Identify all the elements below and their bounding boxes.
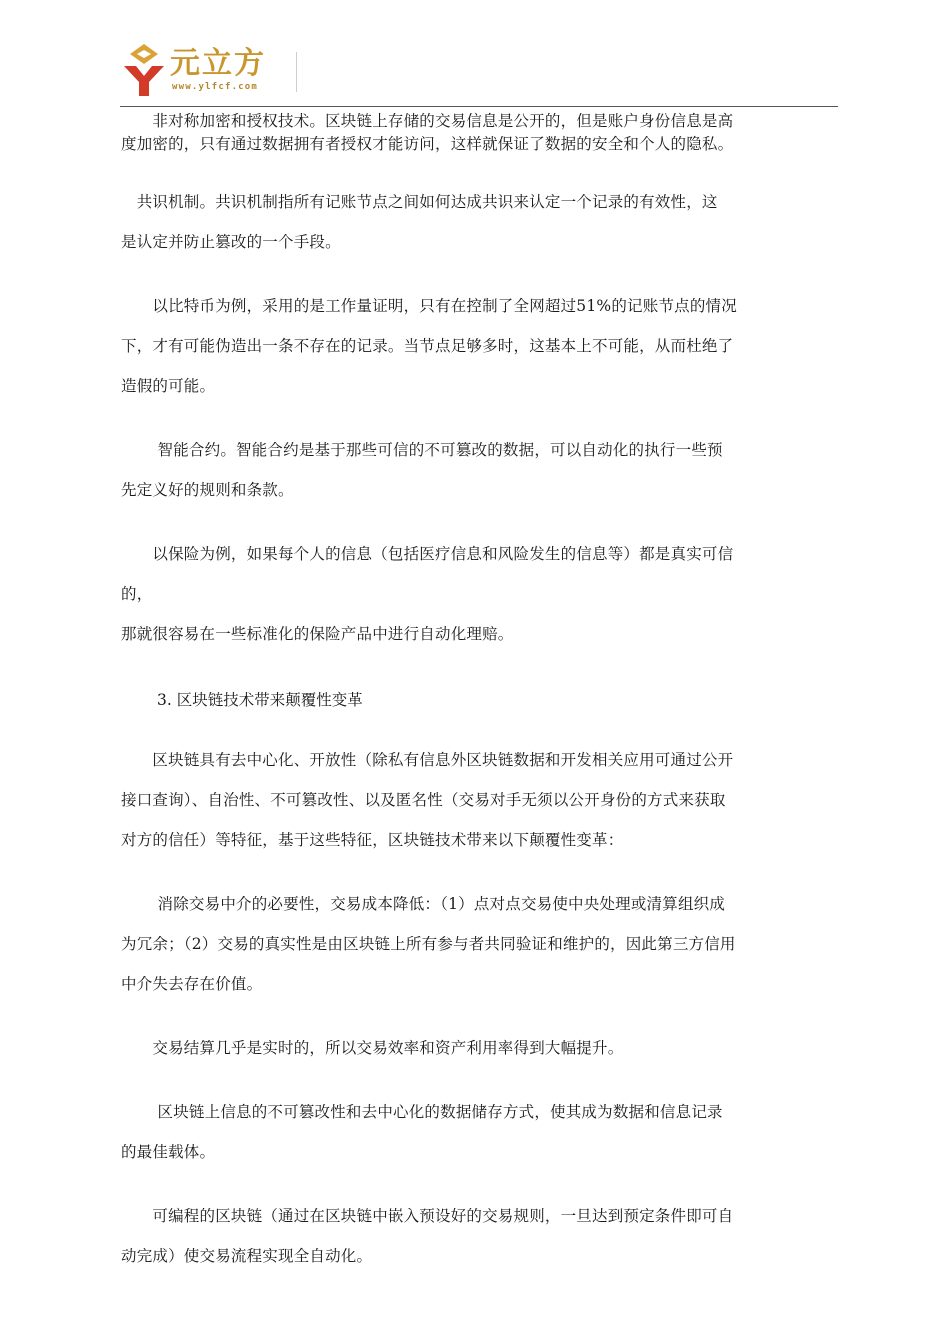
text-line: 以保险为例，如果每个人的信息（包括医疗信息和风险发生的信息等）都是真实可信 [121, 545, 734, 563]
document-body [121, 110, 837, 1276]
text-line: 接口查询）、自治性、不可篡改性、以及匿名性（交易对手无须以公开身份的方式来获取 [121, 791, 726, 809]
text-line: 先定义好的规则和条款。 [121, 481, 294, 499]
text-line: 消除交易中介的必要性，交易成本降低：（1）点对点交易使中央处理或清算组织成 [121, 895, 726, 913]
paragraph-blockchain-features [121, 740, 837, 860]
paragraph-insurance-example [121, 534, 837, 654]
text-line: 智能合约。智能合约是基于那些可信的不可篡改的数据，可以自动化的执行一些预 [121, 441, 723, 459]
text-line: 非对称加密和授权技术。区块链上存储的交易信息是公开的，但是账户身份信息是高 [121, 112, 734, 130]
text-line: 交易结算几乎是实时的，所以交易效率和资产利用率得到大幅提升。 [121, 1039, 624, 1057]
text-line: 可编程的区块链（通过在区块链中嵌入预设好的交易规则，一旦达到预定条件即可自 [121, 1207, 734, 1225]
logo-divider [296, 52, 297, 92]
paragraph-bitcoin-example [121, 286, 837, 406]
text-line: 那就很容易在一些标准化的保险产品中进行自动化理赔。 [121, 625, 514, 643]
paragraph-programmable [121, 1196, 837, 1276]
logo-name: 元立方 [170, 46, 266, 81]
text-line: 的， [121, 585, 153, 603]
text-line: 区块链上信息的不可篡改性和去中心化的数据储存方式，使其成为数据和信息记录 [121, 1103, 723, 1121]
paragraph-data-carrier [121, 1092, 837, 1172]
text-line: 中介失去存在价值。 [121, 975, 263, 993]
paragraph-asymmetric-encryption [121, 110, 837, 156]
text-line: 的最佳载体。 [121, 1143, 216, 1161]
paragraph-smart-contract [121, 430, 837, 510]
company-logo [120, 42, 310, 98]
text-line: 为冗余；（2）交易的真实性是由区块链上所有参与者共同验证和维护的，因此第三方信用 [121, 935, 736, 953]
text-line: 区块链具有去中心化、开放性（除私有信息外区块链数据和开发相关应用可通过公开 [121, 751, 734, 769]
paragraph-consensus [121, 182, 837, 262]
paragraph-realtime-settlement [121, 1028, 837, 1068]
text-line: 以比特币为例，采用的是工作量证明，只有在控制了全网超过51%的记账节点的情况 [121, 297, 737, 315]
text-line: 造假的可能。 [121, 377, 216, 395]
text-line: 下，才有可能伪造出一条不存在的记录。当节点足够多时，这基本上不可能，从而杜绝了 [121, 337, 734, 355]
header-rule [120, 106, 838, 107]
logo-mark-icon [120, 42, 168, 98]
paragraph-eliminate-intermediary [121, 884, 837, 1004]
text-line: 动完成）使交易流程实现全自动化。 [121, 1247, 373, 1265]
text-line: 是认定并防止篡改的一个手段。 [121, 233, 341, 251]
text-line: 对方的信任）等特征，基于这些特征，区块链技术带来以下颠覆性变革： [121, 831, 624, 849]
logo-url: www.ylfcf.com [172, 82, 259, 92]
text-line: 度加密的，只有通过数据拥有者授权才能访问，这样就保证了数据的安全和个人的隐私。 [121, 135, 734, 153]
text-line: 共识机制。共识机制指所有记账节点之间如何达成共识来认定一个记录的有效性，这 [121, 193, 718, 211]
section-heading: 3. 区块链技术带来颠覆性变革 [157, 691, 363, 709]
